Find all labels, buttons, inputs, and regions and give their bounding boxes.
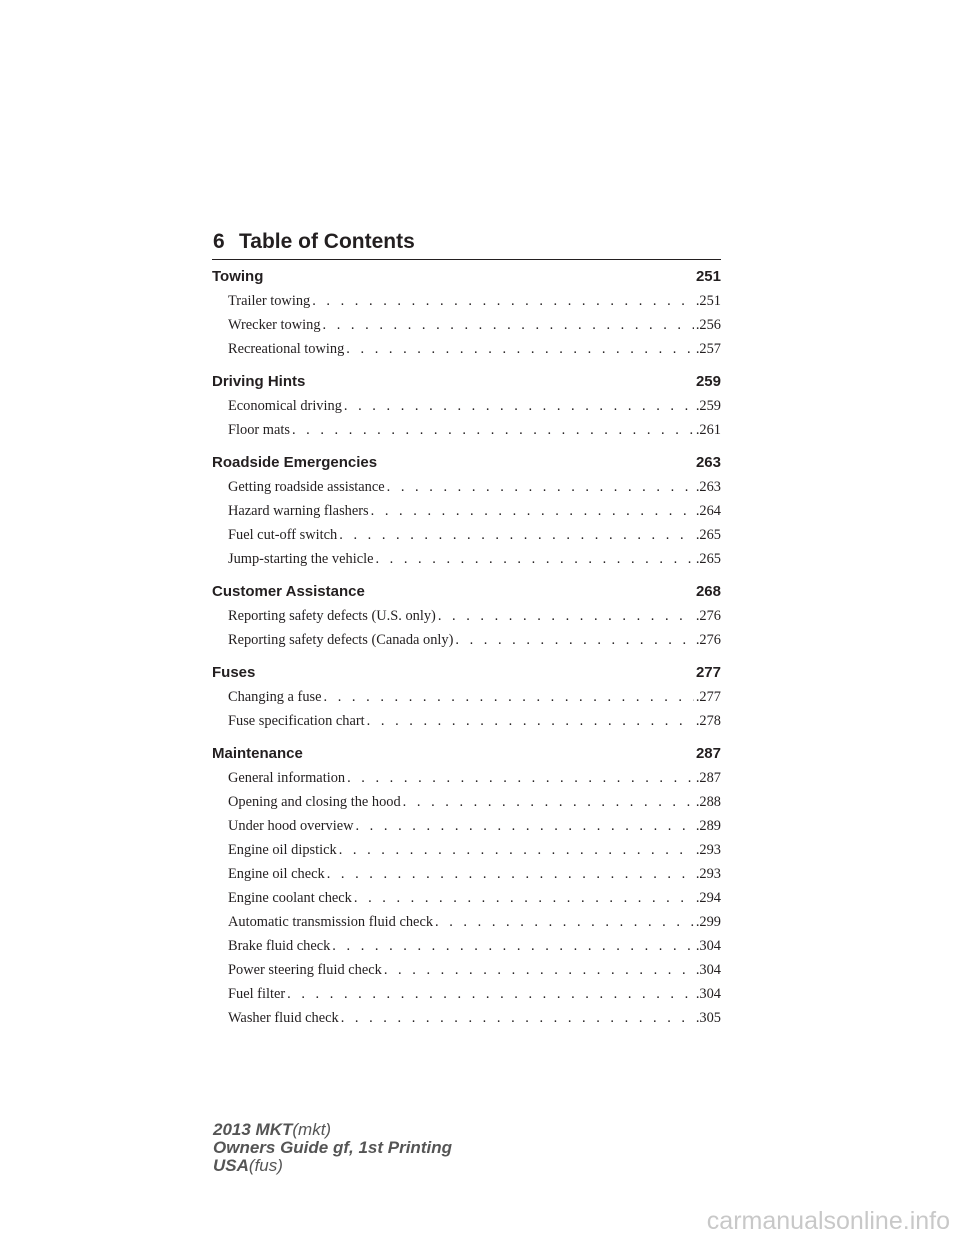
section-heading[interactable] bbox=[212, 369, 721, 394]
section-heading[interactable] bbox=[212, 450, 721, 475]
toc-entry[interactable] bbox=[212, 523, 721, 547]
toc-entry[interactable] bbox=[212, 910, 721, 934]
entry-page: .293 bbox=[695, 866, 721, 882]
entry-page: .276 bbox=[695, 608, 721, 624]
dot-leader bbox=[339, 523, 694, 547]
toc-entry[interactable] bbox=[212, 547, 721, 571]
dot-leader bbox=[323, 313, 694, 337]
toc-section bbox=[212, 579, 721, 652]
toc-section bbox=[212, 369, 721, 442]
entry-page: .265 bbox=[695, 551, 721, 567]
dot-leader bbox=[341, 1006, 694, 1030]
entry-page: .304 bbox=[695, 986, 721, 1002]
entry-page: .278 bbox=[695, 713, 721, 729]
toc-entry[interactable] bbox=[212, 394, 721, 418]
toc-section bbox=[212, 660, 721, 733]
entry-label: Engine oil dipstick bbox=[228, 842, 337, 858]
entry-page: .256 bbox=[695, 317, 721, 333]
entry-label: Power steering fluid check bbox=[228, 962, 382, 978]
dot-leader bbox=[367, 709, 694, 733]
section-heading[interactable] bbox=[212, 264, 721, 289]
section-title: Fuses bbox=[212, 664, 256, 681]
section-page: 263 bbox=[695, 454, 721, 471]
section-title: Towing bbox=[212, 268, 264, 285]
footer-line-3 bbox=[213, 1157, 452, 1175]
entry-label: Wrecker towing bbox=[228, 317, 321, 333]
dot-leader bbox=[339, 838, 694, 862]
dot-leader bbox=[455, 628, 693, 652]
entry-label: Changing a fuse bbox=[228, 689, 322, 705]
section-title: Driving Hints bbox=[212, 373, 306, 390]
section-page: 287 bbox=[695, 745, 721, 762]
dot-leader bbox=[346, 337, 694, 361]
page-number: 6 bbox=[213, 230, 225, 253]
footer-region-code: (fus) bbox=[248, 1156, 283, 1175]
dot-leader bbox=[355, 814, 693, 838]
entry-label: Jump-starting the vehicle bbox=[228, 551, 374, 567]
dot-leader bbox=[327, 862, 694, 886]
dot-leader bbox=[292, 418, 694, 442]
toc-entry[interactable] bbox=[212, 766, 721, 790]
toc-entry[interactable] bbox=[212, 709, 721, 733]
entry-label: General information bbox=[228, 770, 346, 786]
footer-line-2 bbox=[213, 1139, 452, 1157]
entry-page: .277 bbox=[695, 689, 721, 705]
toc-entry[interactable] bbox=[212, 1006, 721, 1030]
entry-page: .257 bbox=[695, 341, 721, 357]
dot-leader bbox=[347, 766, 694, 790]
page-title: Table of Contents bbox=[239, 230, 415, 253]
entry-page: .265 bbox=[695, 527, 721, 543]
toc-entry[interactable] bbox=[212, 958, 721, 982]
entry-page: .264 bbox=[695, 503, 721, 519]
footer-line-1 bbox=[213, 1121, 452, 1139]
toc-entry[interactable] bbox=[212, 289, 721, 313]
entry-page: .263 bbox=[695, 479, 721, 495]
section-heading[interactable] bbox=[212, 660, 721, 685]
table-of-contents bbox=[212, 264, 721, 1038]
toc-entry[interactable] bbox=[212, 838, 721, 862]
dot-leader bbox=[403, 790, 694, 814]
dot-leader bbox=[312, 289, 694, 313]
entry-page: .294 bbox=[695, 890, 721, 906]
section-title: Roadside Emergencies bbox=[212, 454, 378, 471]
section-heading[interactable] bbox=[212, 579, 721, 604]
toc-entry[interactable] bbox=[212, 499, 721, 523]
entry-label: Brake fluid check bbox=[228, 938, 331, 954]
dot-leader bbox=[354, 886, 694, 910]
toc-entry[interactable] bbox=[212, 934, 721, 958]
entry-label: Automatic transmission fluid check bbox=[228, 914, 434, 930]
toc-entry[interactable] bbox=[212, 862, 721, 886]
footer-model-code: (mkt) bbox=[292, 1120, 332, 1139]
entry-page: .251 bbox=[695, 293, 721, 309]
entry-page: .259 bbox=[695, 398, 721, 414]
entry-label: Fuse specification chart bbox=[228, 713, 365, 729]
watermark: carmanualsonline.info bbox=[706, 1207, 950, 1235]
footer-guide: Owners Guide gf, 1st Printing bbox=[213, 1138, 452, 1157]
toc-entry[interactable] bbox=[212, 685, 721, 709]
entry-label: Under hood overview bbox=[228, 818, 354, 834]
dot-leader bbox=[435, 910, 694, 934]
toc-entry[interactable] bbox=[212, 982, 721, 1006]
entry-page: .276 bbox=[695, 632, 721, 648]
entry-page: .288 bbox=[695, 794, 721, 810]
entry-label: Getting roadside assistance bbox=[228, 479, 385, 495]
entry-label: Hazard warning flashers bbox=[228, 503, 369, 519]
dot-leader bbox=[287, 982, 694, 1006]
dot-leader bbox=[332, 934, 694, 958]
section-title: Maintenance bbox=[212, 745, 303, 762]
entry-page: .299 bbox=[695, 914, 721, 930]
entry-label: Opening and closing the hood bbox=[228, 794, 401, 810]
toc-entry[interactable] bbox=[212, 886, 721, 910]
header-rule bbox=[212, 259, 721, 260]
section-page: 277 bbox=[695, 664, 721, 681]
entry-label: Economical driving bbox=[228, 398, 342, 414]
entry-label: Floor mats bbox=[228, 422, 290, 438]
section-page: 251 bbox=[695, 268, 721, 285]
entry-label: Fuel filter bbox=[228, 986, 286, 1002]
dot-leader bbox=[324, 685, 694, 709]
footer-model: 2013 MKT bbox=[213, 1120, 293, 1139]
entry-page: .289 bbox=[695, 818, 721, 834]
entry-label: Trailer towing bbox=[228, 293, 311, 309]
toc-entry[interactable] bbox=[212, 628, 721, 652]
toc-entry[interactable] bbox=[212, 814, 721, 838]
toc-entry[interactable] bbox=[212, 475, 721, 499]
toc-section bbox=[212, 450, 721, 571]
entry-label: Reporting safety defects (Canada only) bbox=[228, 632, 454, 648]
entry-label: Washer fluid check bbox=[228, 1010, 339, 1026]
entry-page: .261 bbox=[695, 422, 721, 438]
section-heading[interactable] bbox=[212, 741, 721, 766]
entry-label: Engine oil check bbox=[228, 866, 325, 882]
toc-section bbox=[212, 741, 721, 1030]
footer-region: USA bbox=[213, 1156, 249, 1175]
entry-page: .304 bbox=[695, 938, 721, 954]
section-page: 268 bbox=[695, 583, 721, 600]
toc-entry[interactable] bbox=[212, 418, 721, 442]
section-page: 259 bbox=[695, 373, 721, 390]
section-title: Customer Assistance bbox=[212, 583, 365, 600]
dot-leader bbox=[375, 547, 693, 571]
entry-label: Engine coolant check bbox=[228, 890, 352, 906]
dot-leader bbox=[344, 394, 694, 418]
dot-leader bbox=[384, 958, 694, 982]
entry-page: .293 bbox=[695, 842, 721, 858]
entry-page: .304 bbox=[695, 962, 721, 978]
entry-page: .287 bbox=[695, 770, 721, 786]
entry-label: Reporting safety defects (U.S. only) bbox=[228, 608, 436, 624]
toc-entry[interactable] bbox=[212, 313, 721, 337]
toc-entry[interactable] bbox=[212, 604, 721, 628]
dot-leader bbox=[438, 604, 694, 628]
toc-section bbox=[212, 264, 721, 361]
toc-entry[interactable] bbox=[212, 337, 721, 361]
footer bbox=[213, 1121, 452, 1175]
entry-page: .305 bbox=[695, 1010, 721, 1026]
dot-leader bbox=[387, 475, 694, 499]
dot-leader bbox=[371, 499, 694, 523]
entry-label: Fuel cut-off switch bbox=[228, 527, 338, 543]
toc-entry[interactable] bbox=[212, 790, 721, 814]
entry-label: Recreational towing bbox=[228, 341, 345, 357]
